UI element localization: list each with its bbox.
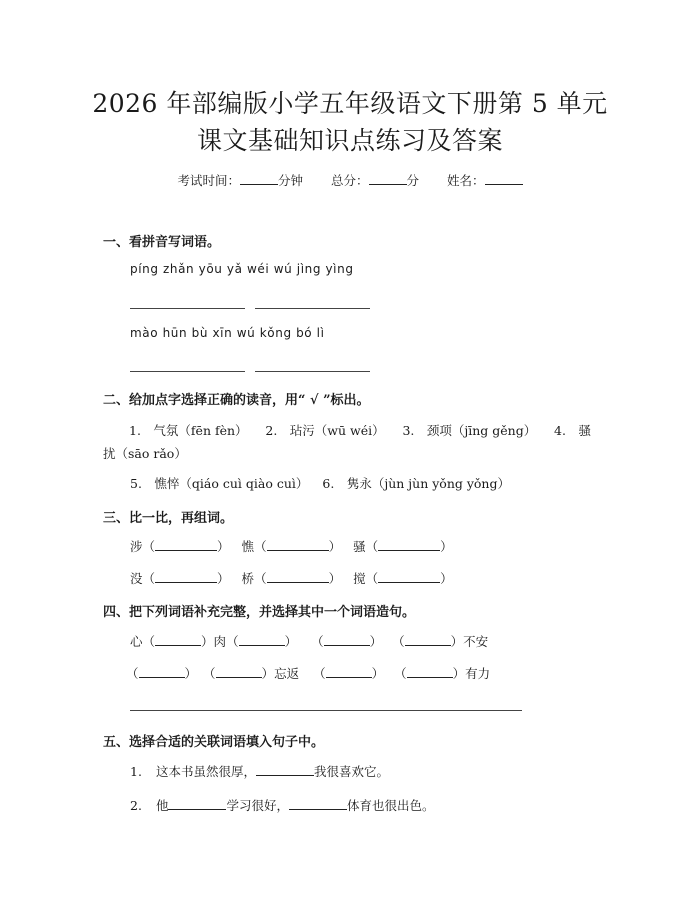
sentence-text: 这本书虽然很厚， <box>155 764 256 779</box>
time-unit: 分钟 <box>277 173 303 188</box>
question-item: 2. 玷污（wū wéi） <box>265 423 385 438</box>
idiom-char: 有力 <box>465 666 491 681</box>
word-blank[interactable] <box>267 570 329 583</box>
word-blank[interactable] <box>155 538 217 551</box>
char-label: 涉 <box>130 539 143 554</box>
char-label: 桥 <box>241 571 255 586</box>
sentence-answer-line[interactable] <box>130 710 522 711</box>
question-item: 1. 气氛（fēn fèn） <box>129 423 248 438</box>
char-label: 搅 <box>353 571 366 586</box>
section-2-heading: 二、给加点字选择正确的读音，用“ √ ”标出。 <box>103 393 370 408</box>
sentence-number: 1. <box>130 764 142 779</box>
question-item: 4. 骚 <box>554 423 591 438</box>
char-label: 骚 <box>353 539 366 554</box>
sentence-text: 他 <box>155 798 169 813</box>
idiom-char: 肉 <box>213 634 227 649</box>
name-blank[interactable] <box>485 174 523 185</box>
title-line-1: 2026 年部编版小学五年级语文下册第 5 单元 <box>92 89 608 118</box>
pinyin-row-1: píng zhǎn yōu yǎ wéi wú jìng yìng <box>130 262 354 276</box>
title-line-2: 课文基础知识点练习及答案 <box>196 126 503 155</box>
sentence-text: 我很喜欢它。 <box>313 764 389 779</box>
word-blank[interactable] <box>378 570 440 583</box>
idiom-row-1: 心（ ）肉（ ） （ ） （ ）不安 <box>130 634 489 649</box>
question-item-continued: 扰（sāo rǎo） <box>103 446 187 461</box>
idiom-blank[interactable] <box>155 633 201 646</box>
conjunction-blank[interactable] <box>289 797 347 810</box>
section-5-heading: 五、选择合适的关联词语填入句子中。 <box>103 735 325 750</box>
sentence-2 <box>130 796 434 814</box>
time-label: 考试时间： <box>177 173 240 188</box>
sentence-number: 2. <box>130 798 142 813</box>
score-blank[interactable] <box>369 174 407 185</box>
idiom-blank[interactable] <box>407 665 453 678</box>
idiom-char: 忘返 <box>274 666 300 681</box>
section-4-heading: 四、把下列词语补充完整，并选择其中一个词语造句。 <box>103 605 416 620</box>
section-1-heading: 一、看拼音写词语。 <box>103 235 221 250</box>
answer-line[interactable] <box>130 371 245 372</box>
sentence-text: 学习很好， <box>226 798 289 813</box>
score-unit: 分 <box>406 173 420 188</box>
answer-line[interactable] <box>255 308 370 309</box>
idiom-blank[interactable] <box>405 633 451 646</box>
answer-line[interactable] <box>130 308 245 309</box>
score-label: 总分： <box>330 173 369 188</box>
answer-line[interactable] <box>255 371 370 372</box>
word-blank[interactable] <box>155 570 217 583</box>
idiom-blank[interactable] <box>139 665 185 678</box>
idiom-char: 不安 <box>463 634 489 649</box>
pinyin-row-2: mào hūn bù xīn wú kǒng bó lì <box>130 326 325 340</box>
idiom-blank[interactable] <box>239 633 285 646</box>
sentence-text: 体育也很出色。 <box>346 798 435 813</box>
question-item: 6. 隽永（jùn jùn yǒng yǒng） <box>322 476 510 491</box>
word-blank[interactable] <box>267 538 329 551</box>
idiom-blank[interactable] <box>216 665 262 678</box>
idiom-row-2: （ ） （ ）忘返 （ ） （ ）有力 <box>126 666 491 681</box>
name-label: 姓名： <box>447 173 485 188</box>
compare-row-2: 没（ ） 桥（ ） 搅（ ） <box>130 571 453 586</box>
char-label: 憔 <box>241 539 255 554</box>
exam-meta <box>0 171 700 189</box>
time-blank[interactable] <box>240 174 278 185</box>
char-label: 没 <box>130 571 143 586</box>
compare-row-1: 涉（ ） 憔（ ） 骚（ ） <box>130 539 453 554</box>
conjunction-blank[interactable] <box>168 797 226 810</box>
idiom-blank[interactable] <box>326 665 372 678</box>
conjunction-blank[interactable] <box>256 763 314 776</box>
question-item: 5. 憔悴（qiáo cuì qiào cuì） <box>130 476 309 491</box>
idiom-blank[interactable] <box>324 633 370 646</box>
section-3-heading: 三、比一比，再组词。 <box>103 511 234 526</box>
pronunciation-row-1 <box>129 421 591 439</box>
sentence-1 <box>130 762 389 780</box>
word-blank[interactable] <box>378 538 440 551</box>
idiom-char: 心 <box>130 634 143 649</box>
pronunciation-row-2 <box>130 474 510 492</box>
question-item: 3. 颈项（jīng gěng） <box>402 423 537 438</box>
